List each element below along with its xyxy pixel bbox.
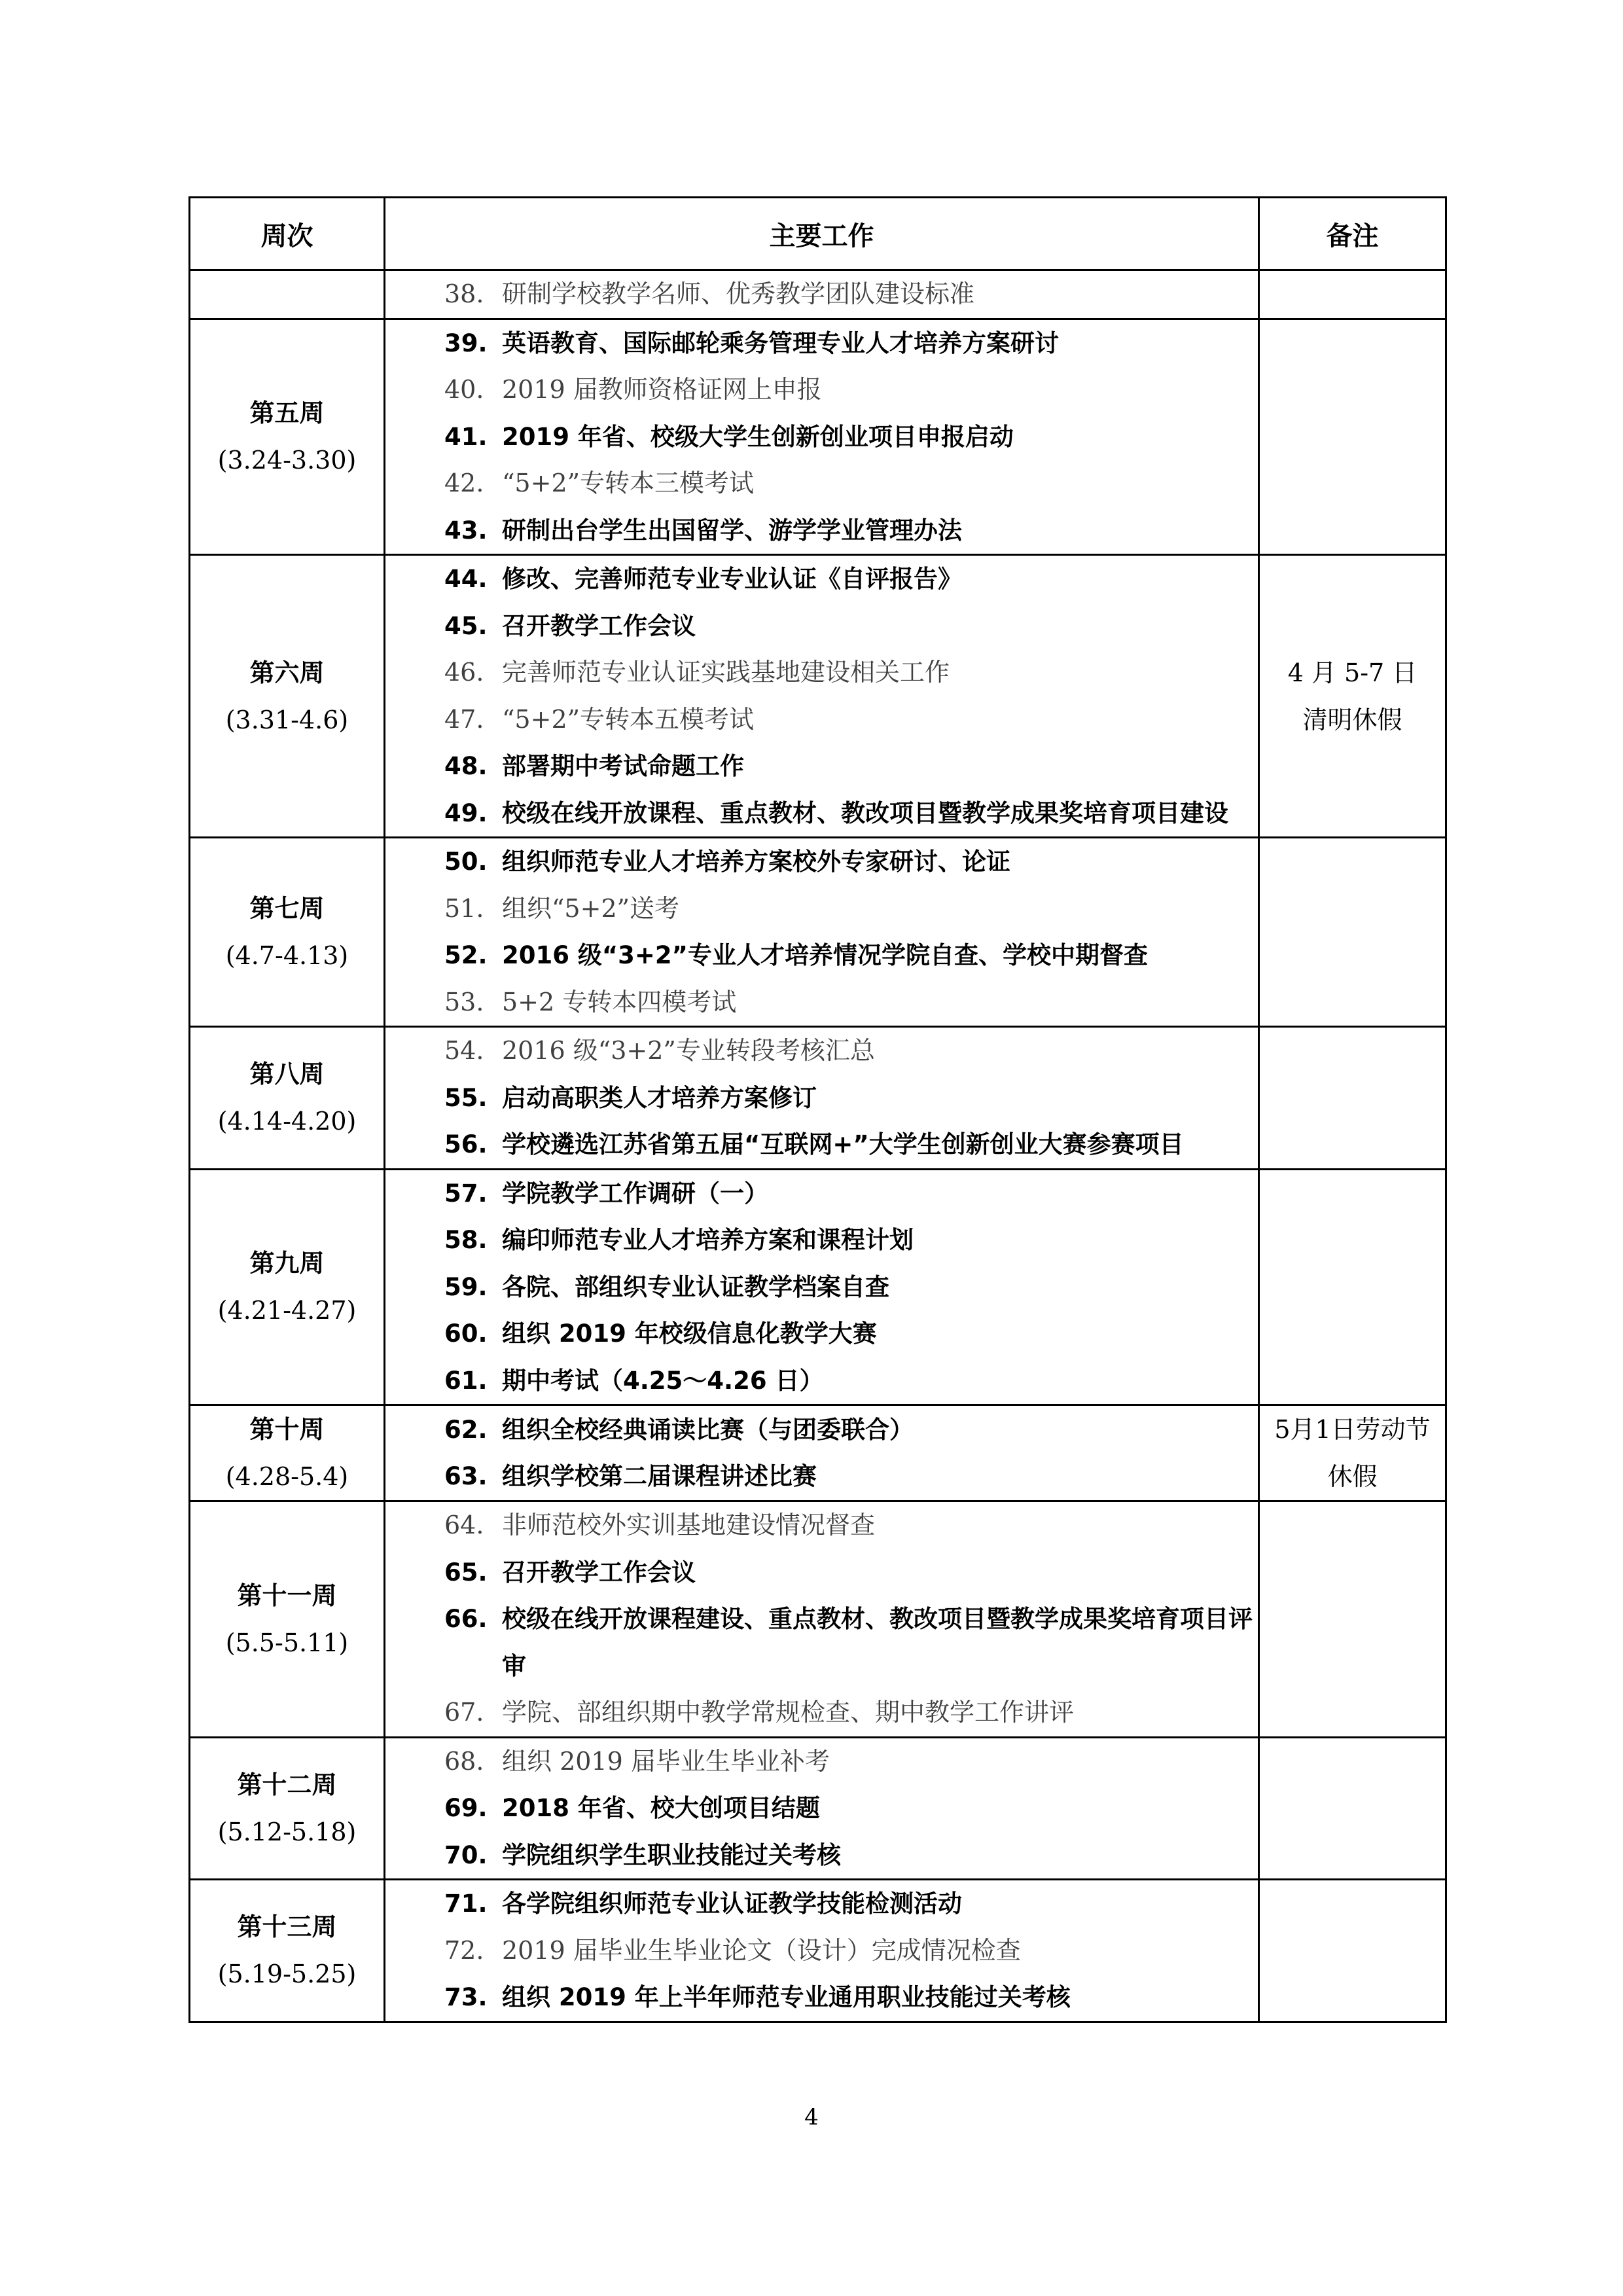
- work-item-number: 40.: [444, 375, 484, 404]
- work-item: [385, 1880, 1258, 1928]
- work-item-number: 66.: [444, 1605, 488, 1633]
- work-item-number: 55.: [444, 1083, 488, 1112]
- work-item: [385, 649, 1258, 696]
- work-item: [385, 696, 1258, 744]
- work-item-text: 完善师范专业认证实践基地建设相关工作: [502, 658, 950, 687]
- work-item-number: 49.: [444, 798, 488, 827]
- week-label: 第九周: [249, 1249, 325, 1278]
- work-item-list: [385, 271, 1258, 318]
- work-item-text: “5+2”专转本三模考试: [502, 469, 755, 497]
- work-item-text: 部署期中考试命题工作: [502, 752, 744, 780]
- work-item: [385, 1832, 1258, 1879]
- table-row: [190, 555, 1446, 838]
- work-item: [385, 1357, 1258, 1405]
- work-item-number: 43.: [444, 516, 488, 545]
- work-item-text: 召开教学工作会议: [502, 1558, 696, 1587]
- week-cell: [190, 1169, 385, 1405]
- week-date-range: (4.7-4.13): [225, 941, 349, 970]
- work-item-text: 2019 届教师资格证网上申报: [502, 375, 822, 404]
- work-item: [385, 1170, 1258, 1217]
- main-work-cell: [385, 1737, 1259, 1880]
- work-item-text: 非师范校外实训基地建设情况督查: [502, 1511, 876, 1539]
- week-date-range: (4.14-4.20): [217, 1107, 357, 1136]
- table-row: [190, 319, 1446, 555]
- work-item-text: 组织师范专业人才培养方案校外专家研讨、论证: [502, 848, 1010, 876]
- work-item-list: [385, 1170, 1258, 1405]
- work-item-number: 39.: [444, 329, 488, 357]
- work-item: [385, 460, 1258, 507]
- work-item-number: 48.: [444, 752, 488, 780]
- work-item-list: [385, 1502, 1258, 1736]
- work-item: [385, 1785, 1258, 1832]
- table-row: [190, 1169, 1446, 1405]
- work-item-list: [385, 1738, 1258, 1879]
- header-note: 备注: [1259, 198, 1446, 270]
- work-item: [385, 1453, 1258, 1500]
- work-item-number: 59.: [444, 1272, 488, 1301]
- week-cell: [190, 1880, 385, 2022]
- work-item-list: [385, 838, 1258, 1026]
- work-item: [385, 1549, 1258, 1596]
- work-item-number: 58.: [444, 1226, 488, 1254]
- main-work-cell: [385, 1169, 1259, 1405]
- work-item-number: 68.: [444, 1746, 484, 1776]
- work-item-number: 50.: [444, 848, 488, 876]
- work-item-text: 2016 级“3+2”专业人才培养情况学院自查、学校中期督查: [502, 941, 1148, 969]
- work-item-text: 5+2 专转本四模考试: [502, 987, 737, 1016]
- work-item-text: 召开教学工作会议: [502, 611, 696, 640]
- note-cell: [1259, 1027, 1446, 1170]
- work-item-text: 2016 级“3+2”专业转段考核汇总: [502, 1036, 875, 1065]
- work-item: [385, 979, 1258, 1026]
- week-cell: [190, 1405, 385, 1501]
- note-cell: [1259, 1880, 1446, 2022]
- note-cell: [1259, 319, 1446, 555]
- header-main-work: 主要工作: [385, 198, 1259, 270]
- work-item-text: 2018 年省、校大创项目结题: [502, 1794, 820, 1822]
- week-cell: [190, 270, 385, 319]
- week-cell: [190, 555, 385, 838]
- work-item-number: 52.: [444, 941, 488, 969]
- note-cell: [1259, 1501, 1446, 1738]
- work-item: [385, 838, 1258, 886]
- main-work-cell: [385, 555, 1259, 838]
- work-item-number: 51.: [444, 893, 484, 923]
- work-item-number: 56.: [444, 1130, 488, 1158]
- work-item-number: 46.: [444, 658, 484, 687]
- work-item: [385, 743, 1258, 790]
- work-item-text: 组织 2019 年上半年师范专业通用职业技能过关考核: [502, 1983, 1071, 2011]
- work-item-number: 41.: [444, 422, 488, 451]
- work-item: [385, 1121, 1258, 1168]
- note-cell: [1259, 838, 1446, 1027]
- work-item-number: 73.: [444, 1983, 488, 2011]
- week-date-range: (5.5-5.11): [225, 1628, 349, 1657]
- main-work-cell: [385, 838, 1259, 1027]
- week-cell: [190, 1737, 385, 1880]
- work-item: [385, 507, 1258, 554]
- work-item: [385, 271, 1258, 318]
- work-item-text: 研制学校教学名师、优秀教学团队建设标准: [502, 279, 975, 308]
- schedule-table: [188, 196, 1447, 2023]
- table-row: [190, 1880, 1446, 2022]
- work-item-number: 60.: [444, 1319, 488, 1348]
- work-item-text: 组织 2019 届毕业生毕业补考: [502, 1746, 830, 1776]
- work-item: [385, 1502, 1258, 1549]
- work-item: [385, 1310, 1258, 1357]
- week-cell: [190, 1501, 385, 1738]
- work-item-number: 38.: [444, 279, 484, 308]
- work-item: [385, 414, 1258, 461]
- work-item: [385, 790, 1258, 837]
- work-item-number: 72.: [444, 1935, 484, 1965]
- note-cell: 5月1日劳动节 休假: [1259, 1405, 1446, 1501]
- week-cell: [190, 838, 385, 1027]
- work-item: [385, 1264, 1258, 1311]
- table-body: [190, 270, 1446, 2022]
- work-item-number: 53.: [444, 987, 484, 1016]
- week-label: 第六周: [249, 658, 325, 687]
- work-item-text: 组织学校第二届课程讲述比赛: [502, 1462, 817, 1490]
- week-date-range: (3.24-3.30): [217, 446, 357, 475]
- week-label: 第十二周: [237, 1770, 337, 1799]
- note-cell: [1259, 1169, 1446, 1405]
- work-item-text: 组织 2019 年校级信息化教学大赛: [502, 1319, 877, 1348]
- week-cell: [190, 1027, 385, 1170]
- work-item-number: 69.: [444, 1794, 488, 1822]
- work-item: [385, 1075, 1258, 1122]
- work-item: [385, 1596, 1258, 1689]
- week-label: 第五周: [249, 399, 325, 428]
- table-row: [190, 1405, 1446, 1501]
- week-date-range: (4.21-4.27): [217, 1296, 357, 1325]
- week-date-range: (3.31-4.6): [225, 705, 349, 734]
- work-item-number: 62.: [444, 1415, 488, 1444]
- work-item-list: [385, 1407, 1258, 1500]
- work-item: [385, 1217, 1258, 1264]
- work-item-number: 54.: [444, 1036, 484, 1065]
- work-item-text: 研制出台学生出国留学、游学学业管理办法: [502, 516, 962, 545]
- work-item-list: [385, 1028, 1258, 1168]
- main-work-cell: [385, 319, 1259, 555]
- week-label: 第十周: [249, 1415, 325, 1444]
- header-week: 周次: [190, 198, 385, 270]
- page-number: 4: [804, 2104, 819, 2130]
- work-item-number: 44.: [444, 565, 488, 593]
- work-item-text: 2019 年省、校级大学生创新创业项目申报启动: [502, 422, 1014, 451]
- work-item-text: 校级在线开放课程、重点教材、教改项目暨教学成果奖培育项目建设: [502, 798, 1228, 827]
- main-work-cell: [385, 1880, 1259, 2022]
- work-item-text: 学校遴选江苏省第五届“互联网+”大学生创新创业大赛参赛项目: [502, 1130, 1184, 1158]
- week-label: 第十一周: [237, 1581, 337, 1610]
- work-item: [385, 1028, 1258, 1075]
- work-item-list: [385, 320, 1258, 554]
- week-label: 第七周: [249, 894, 325, 923]
- week-date-range: (4.28-5.4): [225, 1462, 349, 1491]
- work-item-number: 63.: [444, 1462, 488, 1490]
- work-item-list: [385, 556, 1258, 836]
- week-date-range: (5.12-5.18): [217, 1817, 357, 1846]
- note-cell: [1259, 1737, 1446, 1880]
- work-item: [385, 1928, 1258, 1975]
- work-item-text: 校级在线开放课程建设、重点教材、教改项目暨教学成果奖培育项目评审: [502, 1605, 1253, 1680]
- work-item-text: “5+2”专转本五模考试: [502, 704, 755, 734]
- work-item: [385, 1738, 1258, 1785]
- main-work-cell: [385, 270, 1259, 319]
- work-item-number: 47.: [444, 704, 484, 734]
- week-cell: [190, 319, 385, 555]
- work-item: [385, 1974, 1258, 2021]
- work-item-number: 64.: [444, 1511, 484, 1539]
- work-item-number: 67.: [444, 1698, 484, 1727]
- week-label: 第十三周: [237, 1912, 337, 1942]
- work-item-number: 61.: [444, 1366, 488, 1395]
- work-item-text: 学院教学工作调研（一）: [502, 1179, 768, 1208]
- work-item-text: 编印师范专业人才培养方案和课程计划: [502, 1226, 914, 1254]
- work-item-number: 65.: [444, 1558, 488, 1587]
- work-item: [385, 1689, 1258, 1736]
- work-item: [385, 367, 1258, 414]
- work-item-text: 组织“5+2”送考: [502, 893, 680, 923]
- main-work-cell: [385, 1501, 1259, 1738]
- work-item-number: 45.: [444, 611, 488, 640]
- work-item: [385, 603, 1258, 650]
- table-header-row: [190, 198, 1446, 270]
- work-item: [385, 320, 1258, 367]
- note-cell: [1259, 270, 1446, 319]
- work-item: [385, 556, 1258, 603]
- week-label: 第八周: [249, 1060, 325, 1089]
- table-row: [190, 838, 1446, 1027]
- work-item-text: 期中考试（4.25～4.26 日）: [502, 1366, 824, 1395]
- work-item-text: 2019 届毕业生毕业论文（设计）完成情况检查: [502, 1935, 1021, 1965]
- work-item-number: 42.: [444, 469, 484, 497]
- work-item-text: 修改、完善师范专业专业认证《自评报告》: [502, 565, 962, 593]
- table-row: [190, 1501, 1446, 1738]
- work-item-number: 57.: [444, 1179, 488, 1208]
- main-work-cell: [385, 1405, 1259, 1501]
- work-item-text: 学院、部组织期中教学常规检查、期中教学工作讲评: [502, 1698, 1075, 1727]
- work-item-text: 学院组织学生职业技能过关考核: [502, 1840, 841, 1869]
- week-date-range: (5.19-5.25): [217, 1960, 357, 1989]
- table-row: [190, 1027, 1446, 1170]
- work-item-text: 各学院组织师范专业认证教学技能检测活动: [502, 1890, 962, 1918]
- work-item: [385, 1407, 1258, 1454]
- work-item-text: 启动高职类人才培养方案修订: [502, 1083, 817, 1112]
- work-item: [385, 932, 1258, 979]
- work-item-list: [385, 1880, 1258, 2021]
- table-row: [190, 1737, 1446, 1880]
- work-item-text: 组织全校经典诵读比赛（与团委联合）: [502, 1415, 914, 1444]
- main-work-cell: [385, 1027, 1259, 1170]
- work-item-text: 各院、部组织专业认证教学档案自查: [502, 1272, 889, 1301]
- note-cell: 4 月 5-7 日 清明休假: [1259, 555, 1446, 838]
- table-row: [190, 270, 1446, 319]
- work-item-text: 英语教育、国际邮轮乘务管理专业人才培养方案研讨: [502, 329, 1059, 357]
- work-item-number: 70.: [444, 1840, 488, 1869]
- work-item: [385, 886, 1258, 933]
- work-item-number: 71.: [444, 1890, 488, 1918]
